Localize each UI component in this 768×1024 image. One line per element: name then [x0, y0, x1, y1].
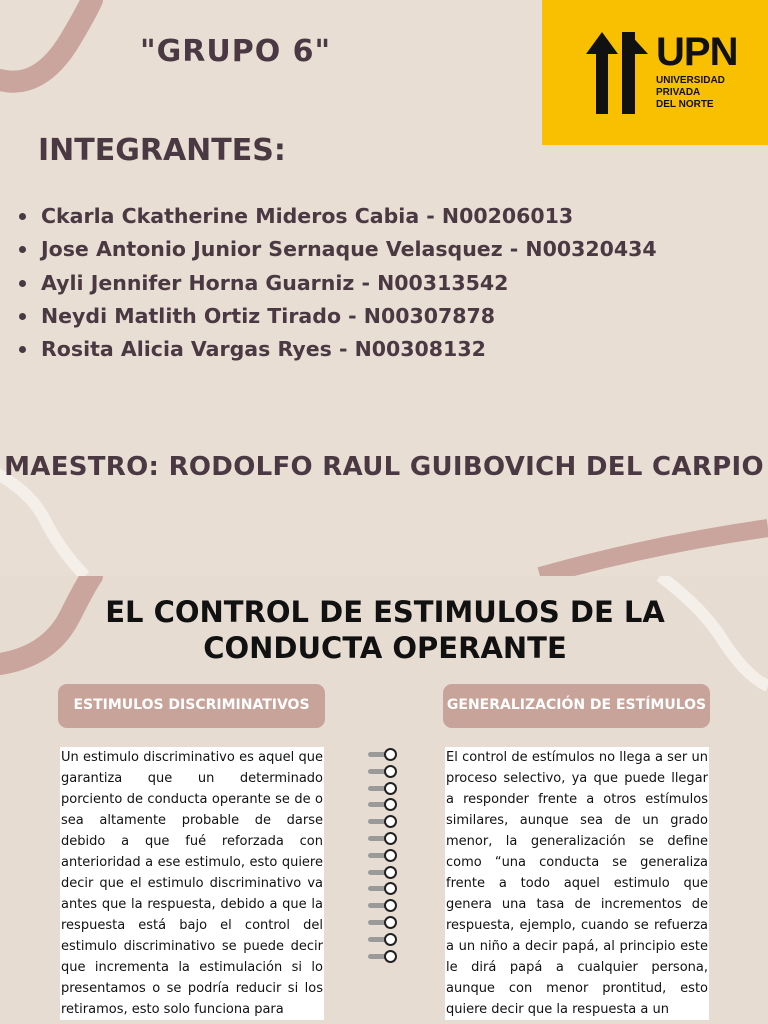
spiral-ring [368, 847, 402, 864]
spiral-ring [368, 948, 402, 965]
content-slide [0, 576, 768, 1024]
bottom-right-swirl [540, 528, 768, 576]
upn-logo [542, 0, 768, 145]
list-item: Rosita Alicia Vargas Ryes - N00308132 [17, 333, 657, 366]
spiral-ring [368, 746, 402, 763]
main-title [60, 594, 710, 666]
spiral-ring [368, 796, 402, 813]
spiral-ring [368, 780, 402, 797]
spiral-ring [368, 914, 402, 931]
spiral-ring [368, 931, 402, 948]
title-line-2: CONDUCTA OPERANTE [203, 631, 567, 665]
members-heading: INTEGRANTES: [38, 133, 286, 168]
paragraph-discriminativos: Un estimulo discriminativo es aquel que garantiza que un determinado porciento de conducta operante se de o sea altamente probable de darse debido a que fué reforzada con anterioridad a ese estimulo, esto quiere decir que el estimulo discriminativo va antes que la respuesta, debido a que la respuesta está bajo el control del estimulo discriminativo se puede decir que incrementa la estimulación si lo presentamos o se podría reducir si los retiramos, esto solo funciona para [60, 747, 324, 1020]
notebook-spiral [368, 746, 402, 964]
spiral-ring [368, 864, 402, 881]
logo-line-2: PRIVADA [656, 87, 701, 98]
spiral-ring [368, 897, 402, 914]
spiral-ring [368, 830, 402, 847]
list-item: Jose Antonio Junior Sernaque Velasquez - N00320434 [17, 233, 657, 266]
spiral-ring [368, 880, 402, 897]
title-line-1: EL CONTROL DE ESTIMULOS DE LA [105, 595, 665, 629]
list-item: Ckarla Ckatherine Mideros Cabia - N00206013 [17, 200, 657, 233]
members-list [17, 200, 657, 366]
list-item: Ayli Jennifer Horna Guarniz - N00313542 [17, 267, 657, 300]
section-label-discriminativos: ESTIMULOS DISCRIMINATIVOS [58, 684, 325, 728]
group-title: "GRUPO 6" [140, 34, 332, 69]
top-left-swirl [0, 0, 92, 82]
list-item: Neydi Matlith Ortiz Tirado - N00307878 [17, 300, 657, 333]
logo-line-1: UNIVERSIDAD [656, 75, 725, 86]
section-label-generalizacion: GENERALIZACIÓN DE ESTÍMULOS [443, 684, 710, 728]
teacher-name: MAESTRO: RODOLFO RAUL GUIBOVICH DEL CARPIO [4, 452, 764, 482]
upn-arrows-icon [586, 32, 656, 114]
spiral-ring [368, 763, 402, 780]
logo-line-3: DEL NORTE [656, 99, 714, 110]
logo-fullname [656, 75, 756, 111]
spiral-ring [368, 813, 402, 830]
paragraph-generalizacion: El control de estímulos no llega a ser un proceso selectivo, ya que puede llegar a responder frente a otros estímulos similares, aunque sea de un grado menor, la generalización se define como “una conducta se generaliza frente a todo aquel estimulo que genera una tasa de incrementos de respuesta, ejemplo, cuando se refuerza a un niño a decir papá, al principio este le dirá papá a cualquier persona, aunque con menor prontitud, esto quiere decir que la respuesta a un [445, 747, 709, 1020]
logo-abbrev: UPN [656, 30, 738, 74]
bottom-left-swirl-light [0, 470, 85, 576]
